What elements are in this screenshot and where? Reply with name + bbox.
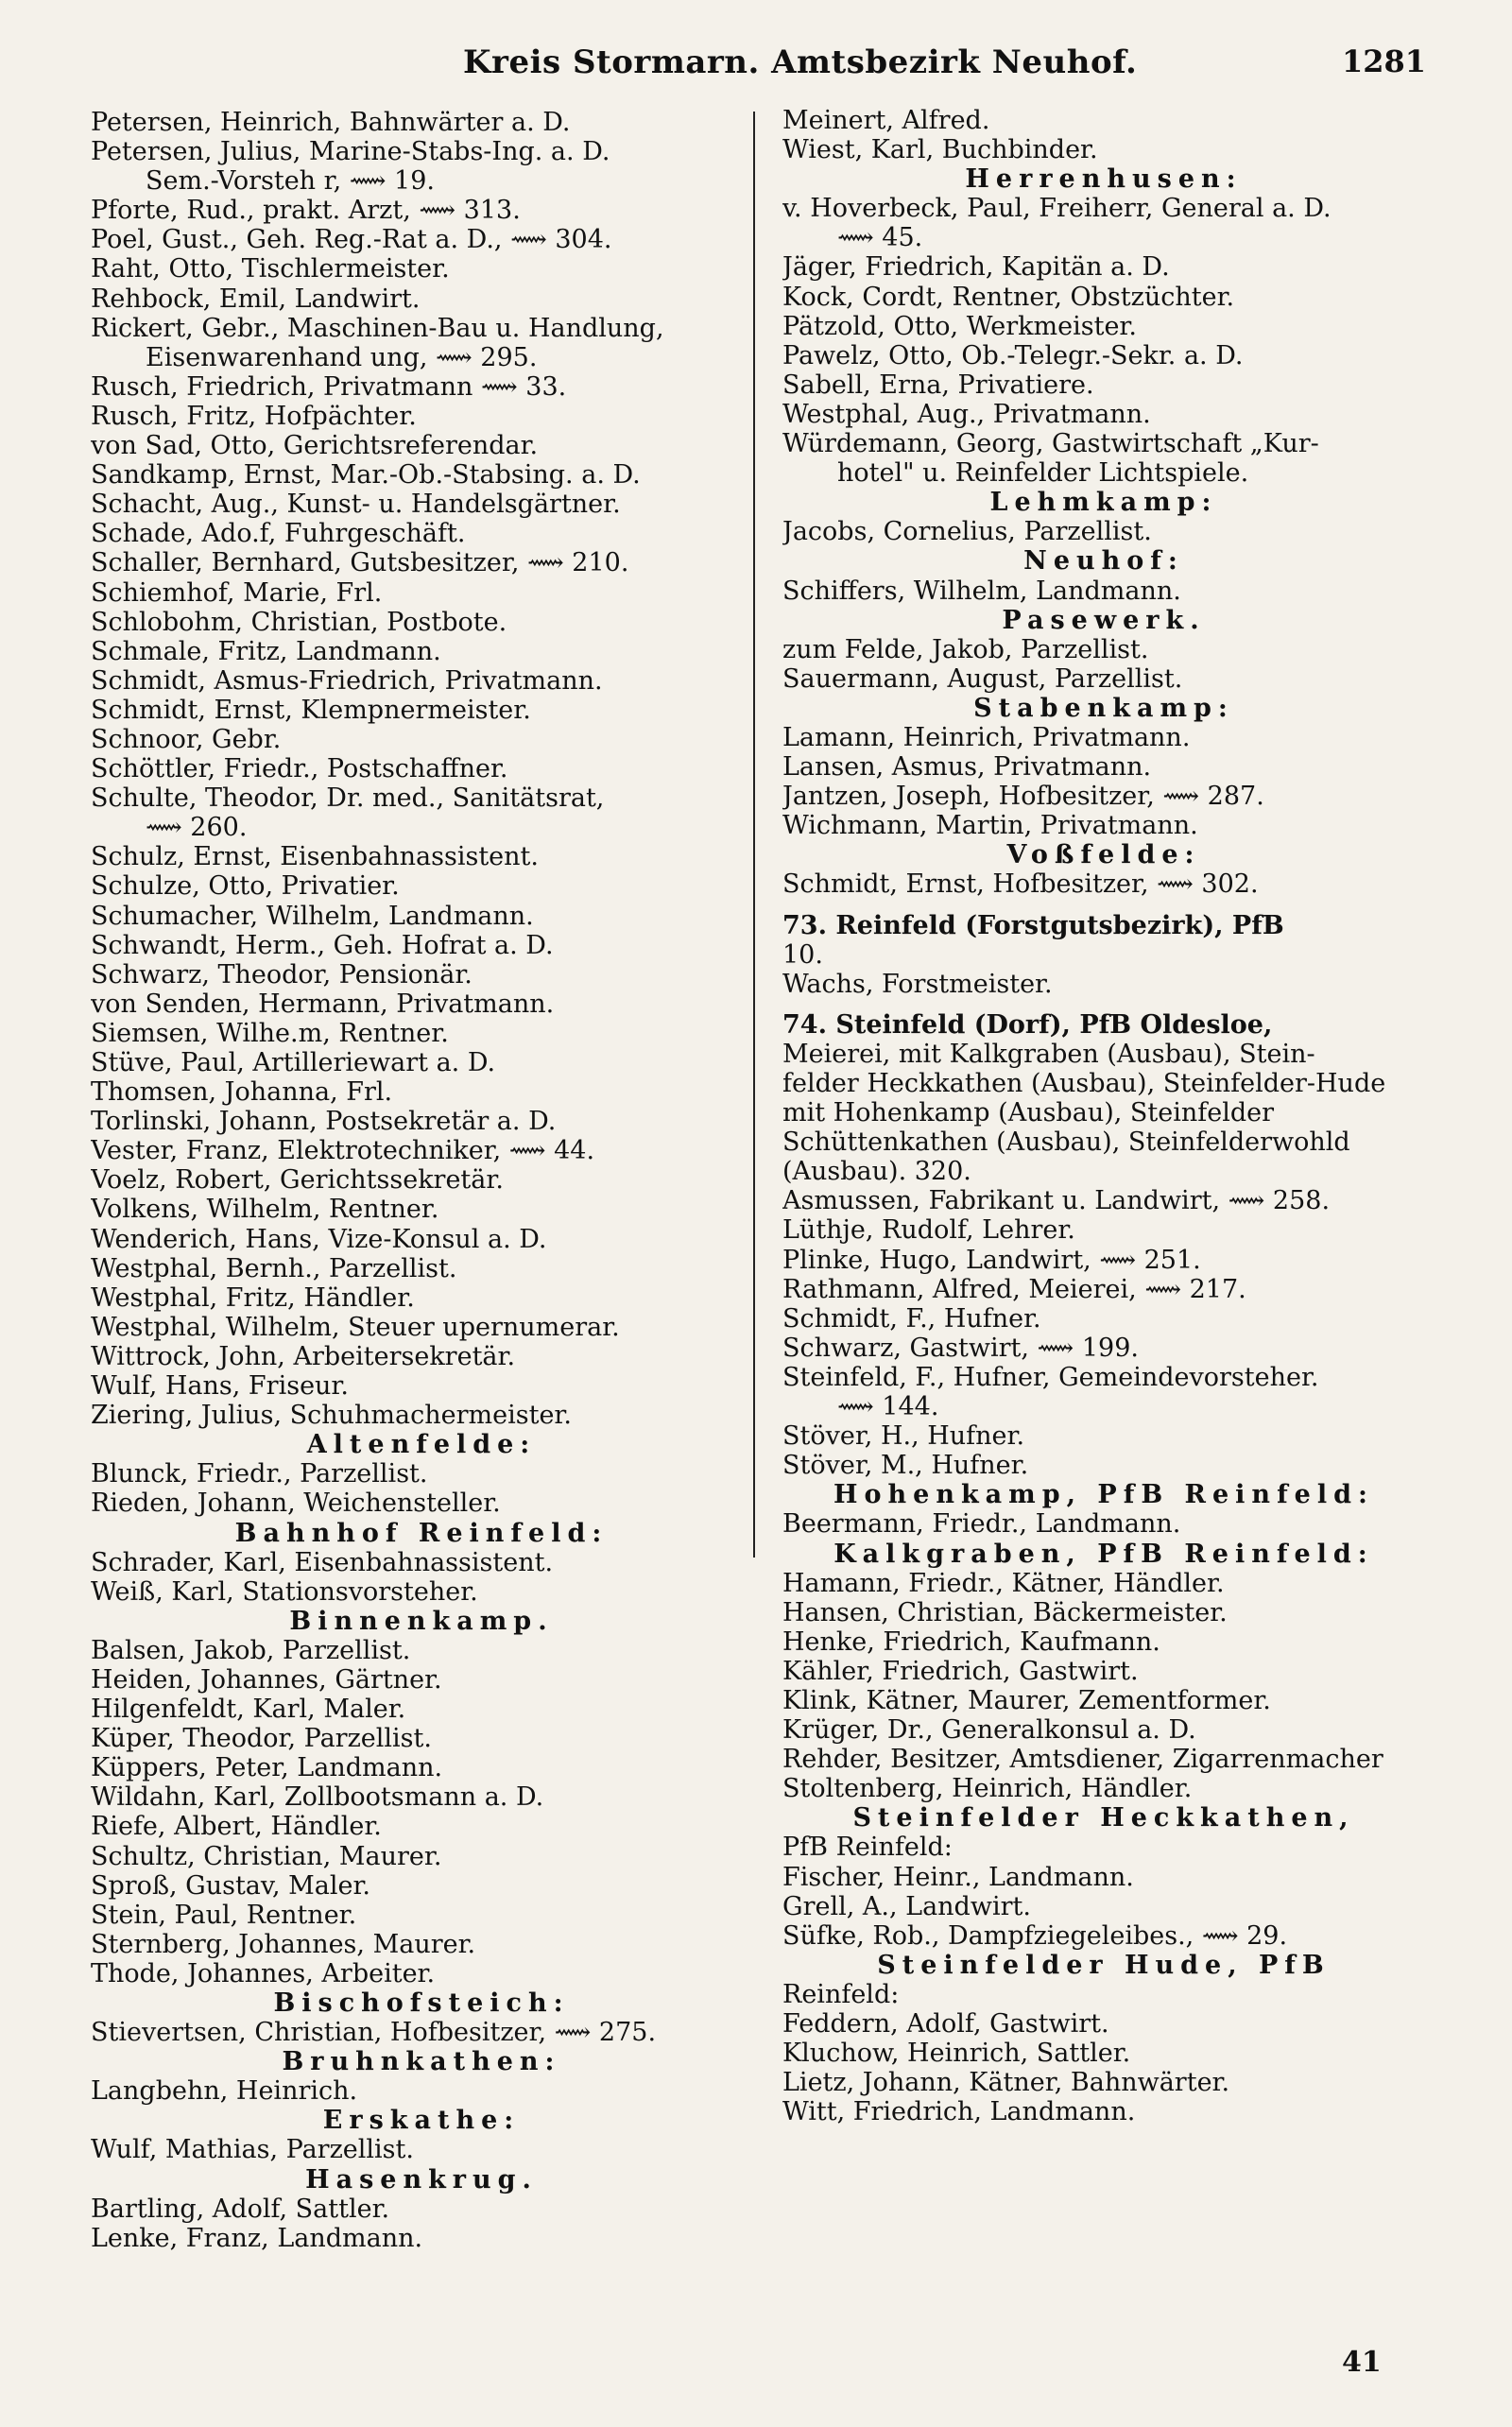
directory-entry: Schmidt, Ernst, Hofbesitzer, ⟿ 302.	[782, 869, 1259, 900]
directory-entry: Schmale, Fritz, Landmann.	[91, 636, 441, 666]
signature-mark: 41	[1342, 2346, 1382, 2379]
directory-entry: Jäger, Friedrich, Kapitän a. D.	[782, 252, 1170, 283]
directory-entry: Küper, Theodor, Parzellist.	[91, 1724, 432, 1754]
directory-entry: Schwarz, Gastwirt, ⟿ 199.	[782, 1333, 1139, 1363]
directory-entry: Henke, Friedrich, Kaufmann.	[782, 1627, 1160, 1657]
locality-heading: Herrenhusen:	[965, 164, 1243, 195]
directory-entry: Sem.-Vorsteh r, ⟿ 19.	[146, 166, 435, 197]
directory-entry: Lüthje, Rudolf, Lehrer.	[782, 1215, 1075, 1246]
municipality-entry-73: 73. Reinfeld (Forstgutsbezirk), PfB	[782, 910, 1284, 940]
directory-entry: Langbehn, Heinrich.	[91, 2076, 358, 2107]
locality-heading: Bischofsteich:	[273, 1988, 570, 2018]
directory-entry: Hamann, Friedr., Kätner, Händler.	[782, 1568, 1225, 1598]
directory-entry: Rathmann, Alfred, Meierei, ⟿ 217.	[782, 1274, 1246, 1304]
directory-entry: Thode, Johannes, Arbeiter.	[91, 1958, 436, 1988]
directory-entry: Beermann, Friedr., Landmann.	[782, 1509, 1181, 1540]
directory-entry: ⟿ 260.	[146, 813, 248, 843]
municipality-entry-74-desc: Schüttenkathen (Ausbau), Steinfelderwohld	[782, 1127, 1350, 1158]
directory-entry: Schade, Ado.f, Fuhrgeschäft.	[91, 519, 466, 549]
locality-heading: Bahnhof Reinfeld:	[234, 1518, 609, 1548]
page-header	[0, 43, 1512, 91]
directory-entry: Petersen, Julius, Marine-Stabs-Ing. a. D.	[91, 137, 610, 167]
page-number: 1281	[1342, 43, 1427, 79]
directory-entry: Krüger, Dr., Generalkonsul a. D.	[782, 1715, 1196, 1746]
directory-entry: Schaller, Bernhard, Gutsbesitzer, ⟿ 210.	[91, 548, 629, 578]
directory-entry: Lietz, Johann, Kätner, Bahnwärter.	[782, 2068, 1230, 2098]
directory-entry: Rickert, Gebr., Maschinen-Bau u. Handlung,	[91, 313, 664, 343]
directory-entry: Feddern, Adolf, Gastwirt.	[782, 2009, 1109, 2039]
directory-entry: Stoltenberg, Heinrich, Händler.	[782, 1774, 1193, 1804]
directory-entry: Grell, A., Landwirt.	[782, 1891, 1031, 1921]
municipality-entry-74-desc: mit Hohenkamp (Ausbau), Steinfelder	[782, 1098, 1275, 1128]
locality-heading: Erskathe:	[322, 2106, 521, 2136]
directory-entry: Pforte, Rud., prakt. Arzt, ⟿ 313.	[91, 196, 521, 226]
locality-heading: Lehmkamp:	[989, 488, 1218, 518]
directory-entry: Stüve, Paul, Artilleriewart a. D.	[91, 1048, 496, 1077]
directory-entry: Witt, Friedrich, Landmann.	[782, 2097, 1136, 2127]
directory-entry: Riefe, Albert, Händler.	[91, 1812, 382, 1842]
directory-entry: Rusch, Friedrich, Privatmann ⟿ 33.	[91, 371, 567, 402]
directory-entry: Wachs, Forstmeister.	[782, 969, 1053, 999]
locality-heading: Binnenkamp.	[289, 1606, 554, 1636]
directory-entry: Balsen, Jakob, Parzellist.	[91, 1635, 411, 1665]
directory-entry: Schiffers, Wilhelm, Landmann.	[782, 576, 1181, 606]
directory-entry: Schmidt, Ernst, Klempnermeister.	[91, 695, 531, 725]
locality-heading: Kalkgraben, PfB Reinfeld:	[833, 1539, 1374, 1569]
directory-entry: Wichmann, Martin, Privatmann.	[782, 811, 1198, 841]
directory-entry: Schmidt, Asmus-Friedrich, Privatmann.	[91, 665, 603, 696]
directory-entry: Raht, Otto, Tischlermeister.	[91, 254, 450, 284]
directory-entry: Schöttler, Friedr., Postschaffner.	[91, 754, 508, 784]
directory-entry: Schiemhof, Marie, Frl.	[91, 577, 383, 608]
directory-entry: Hilgenfeldt, Karl, Maler.	[91, 1695, 406, 1725]
directory-entry: Plinke, Hugo, Landwirt, ⟿ 251.	[782, 1245, 1201, 1275]
directory-entry: Schacht, Aug., Kunst- u. Handelsgärtner.	[91, 490, 621, 520]
directory-entry: Rehbock, Emil, Landwirt.	[91, 284, 421, 314]
directory-entry: Westphal, Bernh., Parzellist.	[91, 1253, 457, 1283]
municipality-entry-74-desc: felder Heckkathen (Ausbau), Steinfelder-Hude	[782, 1069, 1386, 1098]
directory-entry: Schulte, Theodor, Dr. med., Sanitätsrat,	[91, 783, 605, 814]
page-title: Kreis Stormarn. Amtsbezirk Neuhof.	[463, 43, 1138, 81]
directory-entry: Sandkamp, Ernst, Mar.-Ob.-Stabsing. a. D.	[91, 460, 641, 491]
directory-entry: Schnoor, Gebr.	[91, 724, 282, 754]
locality-heading: Steinfelder Hude, PfB	[877, 1950, 1331, 1980]
directory-entry: Westphal, Aug., Privatmann.	[782, 399, 1151, 429]
directory-entry: Wulf, Mathias, Parzellist.	[91, 2135, 414, 2165]
directory-entry: Schwandt, Herm., Geh. Hofrat a. D.	[91, 930, 554, 960]
directory-entry: Lamann, Heinrich, Privatmann.	[782, 722, 1191, 752]
locality-subheading: Reinfeld:	[782, 1979, 900, 2009]
directory-entry: Blunck, Friedr., Parzellist.	[91, 1459, 428, 1489]
directory-entry: ⟿ 45.	[837, 223, 923, 253]
directory-entry: Voelz, Robert, Gerichtssekretär.	[91, 1165, 504, 1196]
directory-entry: Jantzen, Joseph, Hofbesitzer, ⟿ 287.	[782, 782, 1264, 812]
directory-entry: Weiß, Karl, Stationsvorsteher.	[91, 1576, 478, 1607]
directory-entry: Jacobs, Cornelius, Parzellist.	[782, 517, 1152, 547]
directory-entry: Schultz, Christian, Maurer.	[91, 1841, 442, 1871]
directory-entry: Westphal, Wilhelm, Steuer upernumerar.	[91, 1312, 620, 1342]
directory-entry: Schwarz, Theodor, Pensionär.	[91, 959, 472, 990]
locality-heading: Steinfelder Heckkathen,	[852, 1803, 1355, 1833]
directory-entry: Meinert, Alfred.	[782, 106, 990, 135]
directory-entry: Klink, Kätner, Maurer, Zementformer.	[782, 1685, 1271, 1715]
directory-entry: Rieden, Johann, Weichensteller.	[91, 1489, 501, 1519]
directory-entry: Wildahn, Karl, Zollbootsmann a. D.	[91, 1782, 544, 1813]
directory-entry: Schrader, Karl, Eisenbahnassistent.	[91, 1547, 554, 1577]
directory-entry: Schmidt, F., Hufner.	[782, 1303, 1041, 1334]
directory-entry: Sabell, Erna, Privatiere.	[782, 370, 1094, 400]
directory-entry: Ziering, Julius, Schuhmachermeister.	[91, 1401, 572, 1431]
locality-heading: Hasenkrug.	[305, 2164, 538, 2195]
directory-entry: v. Hoverbeck, Paul, Freiherr, General a. D.	[782, 194, 1332, 224]
directory-entry: Pätzold, Otto, Werkmeister.	[782, 311, 1137, 341]
directory-entry: Rusch, Fritz, Hofpächter.	[91, 401, 417, 431]
directory-entry: Lansen, Asmus, Privatmann.	[782, 752, 1152, 783]
directory-entry: Stöver, M., Hufner.	[782, 1451, 1029, 1481]
directory-entry: Volkens, Wilhelm, Rentner.	[91, 1195, 439, 1225]
directory-entry: Kähler, Friedrich, Gastwirt.	[782, 1656, 1139, 1686]
locality-heading: Neuhof:	[1023, 546, 1184, 577]
directory-entry: Wulf, Hans, Friseur.	[91, 1371, 349, 1402]
municipality-entry-73-post: 10.	[782, 939, 823, 970]
directory-entry: Süfke, Rob., Dampfziegeleibes., ⟿ 29.	[782, 1920, 1288, 1951]
locality-heading: Pasewerk.	[1002, 605, 1206, 635]
left-column	[91, 108, 752, 2253]
directory-entry: Sternberg, Johannes, Maurer.	[91, 1929, 476, 1959]
locality-heading: Stabenkamp:	[973, 693, 1234, 723]
directory-entry: Sproß, Gustav, Maler.	[91, 1870, 370, 1901]
directory-entry: ⟿ 144.	[837, 1392, 939, 1422]
directory-entry: Siemsen, Wilhe.m, Rentner.	[91, 1018, 449, 1048]
directory-entry: Stein, Paul, Rentner.	[91, 1900, 357, 1930]
directory-entry: Sauermann, August, Parzellist.	[782, 663, 1183, 694]
directory-entry: zum Felde, Jakob, Parzellist.	[782, 634, 1149, 664]
municipality-entry-74: 74. Steinfeld (Dorf), PfB Oldesloe,	[782, 1009, 1273, 1040]
directory-entry: Schumacher, Wilhelm, Landmann.	[91, 901, 534, 931]
directory-entry: Schulz, Ernst, Eisenbahnassistent.	[91, 842, 539, 872]
right-column	[782, 106, 1425, 2126]
directory-entry: Schlobohm, Christian, Postbote.	[91, 607, 507, 637]
directory-entry: Heiden, Johannes, Gärtner.	[91, 1664, 442, 1695]
locality-heading: Bruhnkathen:	[282, 2047, 561, 2077]
municipality-entry-74-desc: (Ausbau). 320.	[782, 1157, 971, 1187]
directory-entry: Vester, Franz, Elektrotechniker, ⟿ 44.	[91, 1136, 595, 1166]
directory-entry: Petersen, Heinrich, Bahnwärter a. D.	[91, 108, 571, 137]
locality-heading: Hohenkamp, PfB Reinfeld:	[833, 1480, 1374, 1510]
directory-entry: hotel" u. Reinfelder Lichtspiele.	[837, 458, 1249, 489]
directory-entry: Fischer, Heinr., Landmann.	[782, 1862, 1134, 1892]
directory-entry: Poel, Gust., Geh. Reg.-Rat a. D., ⟿ 304.	[91, 225, 612, 255]
directory-entry: Kluchow, Heinrich, Sattler.	[782, 2039, 1131, 2069]
directory-entry: Wittrock, John, Arbeitersekretär.	[91, 1341, 516, 1371]
municipality-entry-74-desc: Meierei, mit Kalkgraben (Ausbau), Stein-	[782, 1039, 1315, 1069]
directory-entry: Westphal, Fritz, Händler.	[91, 1282, 415, 1313]
directory-entry: Kock, Cordt, Rentner, Obstzüchter.	[782, 282, 1235, 312]
directory-entry: Asmussen, Fabrikant u. Landwirt, ⟿ 258.	[782, 1186, 1331, 1216]
directory-entry: Eisenwarenhand ung, ⟿ 295.	[146, 342, 538, 372]
directory-entry: Bartling, Adolf, Sattler.	[91, 2194, 390, 2224]
directory-entry: von Senden, Hermann, Privatmann.	[91, 989, 555, 1019]
directory-entry: Hansen, Christian, Bäckermeister.	[782, 1597, 1228, 1627]
directory-entry: Stöver, H., Hufner.	[782, 1421, 1025, 1452]
directory-entry: von Sad, Otto, Gerichtsreferendar.	[91, 431, 539, 461]
directory-entry: Rehder, Besitzer, Amtsdiener, Zigarrenmacher	[782, 1745, 1383, 1775]
directory-entry: Küppers, Peter, Landmann.	[91, 1753, 443, 1783]
directory-entry: Würdemann, Georg, Gastwirtschaft „Kur-	[782, 429, 1319, 459]
directory-entry: Wiest, Karl, Buchbinder.	[782, 135, 1098, 165]
locality-subheading: PfB Reinfeld:	[782, 1833, 953, 1863]
directory-entry: Thomsen, Johanna, Frl.	[91, 1077, 393, 1108]
column-divider	[753, 112, 755, 1558]
directory-entry: Pawelz, Otto, Ob.-Telegr.-Sekr. a. D.	[782, 340, 1244, 370]
directory-entry: Stievertsen, Christian, Hofbesitzer, ⟿ 275.	[91, 2018, 657, 2048]
directory-entry: Lenke, Franz, Landmann.	[91, 2223, 423, 2253]
locality-heading: Altenfelde:	[306, 1430, 537, 1460]
directory-entry: Torlinski, Johann, Postsekretär a. D.	[91, 1107, 557, 1137]
locality-heading: Voßfelde:	[1006, 840, 1201, 870]
directory-entry: Steinfeld, F., Hufner, Gemeindevorsteher.	[782, 1362, 1319, 1392]
directory-entry: Schulze, Otto, Privatier.	[91, 871, 400, 902]
directory-entry: Wenderich, Hans, Vize-Konsul a. D.	[91, 1224, 547, 1254]
